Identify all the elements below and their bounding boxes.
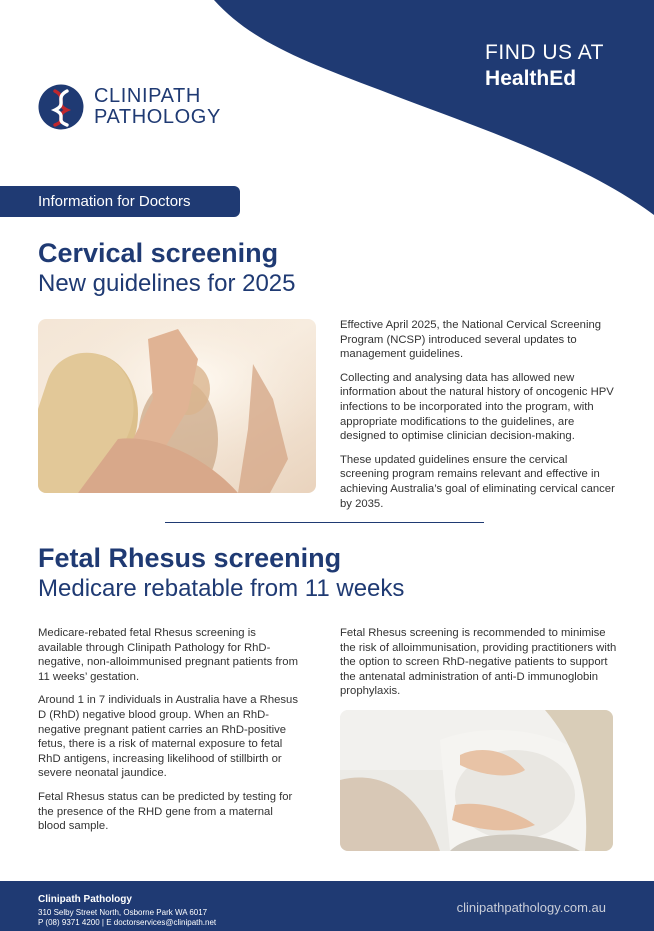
footer-contact[interactable]: P (08) 9371 4200 | E doctorservices@clinipath.net [38,918,217,927]
find-us-banner[interactable] [485,40,604,92]
cervical-screening-subtitle: New guidelines for 2025 [38,270,296,297]
fetal-paragraph: Fetal Rhesus screening is recommended to minimise the risk of alloimmunisation, providing practitioners with the option to screen RhD-negative patients to support the antenatal administration of anti-D immunoglobin prophylaxis. [340,627,617,698]
cervical-screening-title: Cervical screening [38,238,279,268]
information-for-doctors-tab: Information for Doctors [0,186,240,217]
section-divider [165,522,484,523]
fetal-paragraph: Around 1 in 7 individuals in Australia have a Rhesus D (RhD) negative blood group. When an RhD-negative pregnant patient carries an RhD-positive fetus, there is a risk of maternal exposure to fetal RhD antigens, increasing likelihood of stillbirth or severe neonatal jaundice. [38,694,298,780]
fetal-paragraph: Fetal Rhesus status can be predicted by testing for the presence of the RHD gene from a maternal blood sample. [38,790,293,833]
cervical-screening-body [340,318,618,520]
find-us-label: FIND US AT [485,41,604,64]
footer-address: 310 Selby Street North, Osborne Park WA 6017 [38,908,208,917]
footer-website-link[interactable]: clinipathpathology.com.au [456,900,606,915]
logo-line-1: CLINIPATH [94,85,201,107]
dna-logo-icon [38,84,84,130]
footer-org-name: Clinipath Pathology [38,894,132,905]
fetal-rhesus-right-body [340,626,618,708]
pregnant-woman-photo [340,710,613,851]
logo-wordmark [94,86,221,128]
fetal-rhesus-title: Fetal Rhesus screening [38,543,342,573]
footer [0,881,654,931]
healthed-link[interactable]: HealthEd [485,67,577,90]
cervical-paragraph: Collecting and analysing data has allowed new information about the natural history of oncogenic HPV infections to be incorporated into the program, with appropriate modifications to the guidelines, are designed to optimise clinician decision-making. [340,371,614,443]
logo-line-2: PATHOLOGY [94,106,221,128]
fetal-rhesus-subtitle: Medicare rebatable from 11 weeks [38,575,405,602]
fetal-paragraph: Medicare-rebated fetal Rhesus screening is available through Clinipath Pathology for RhD-negative, non-alloimmunised pregnant patients from 11 weeks’ gestation. [38,627,298,683]
fetal-rhesus-left-body [38,626,300,843]
cervical-paragraph: Effective April 2025, the National Cervical Screening Program (NCSP) introduced several updates to management guidelines. [340,319,602,361]
cervical-paragraph: These updated guidelines ensure the cervical screening program remains relevant and effective in achieving Australia’s goal of eliminating cervical cancer by 2035. [340,453,615,510]
clinipath-logo[interactable] [38,84,221,130]
women-high-five-photo [38,319,316,493]
